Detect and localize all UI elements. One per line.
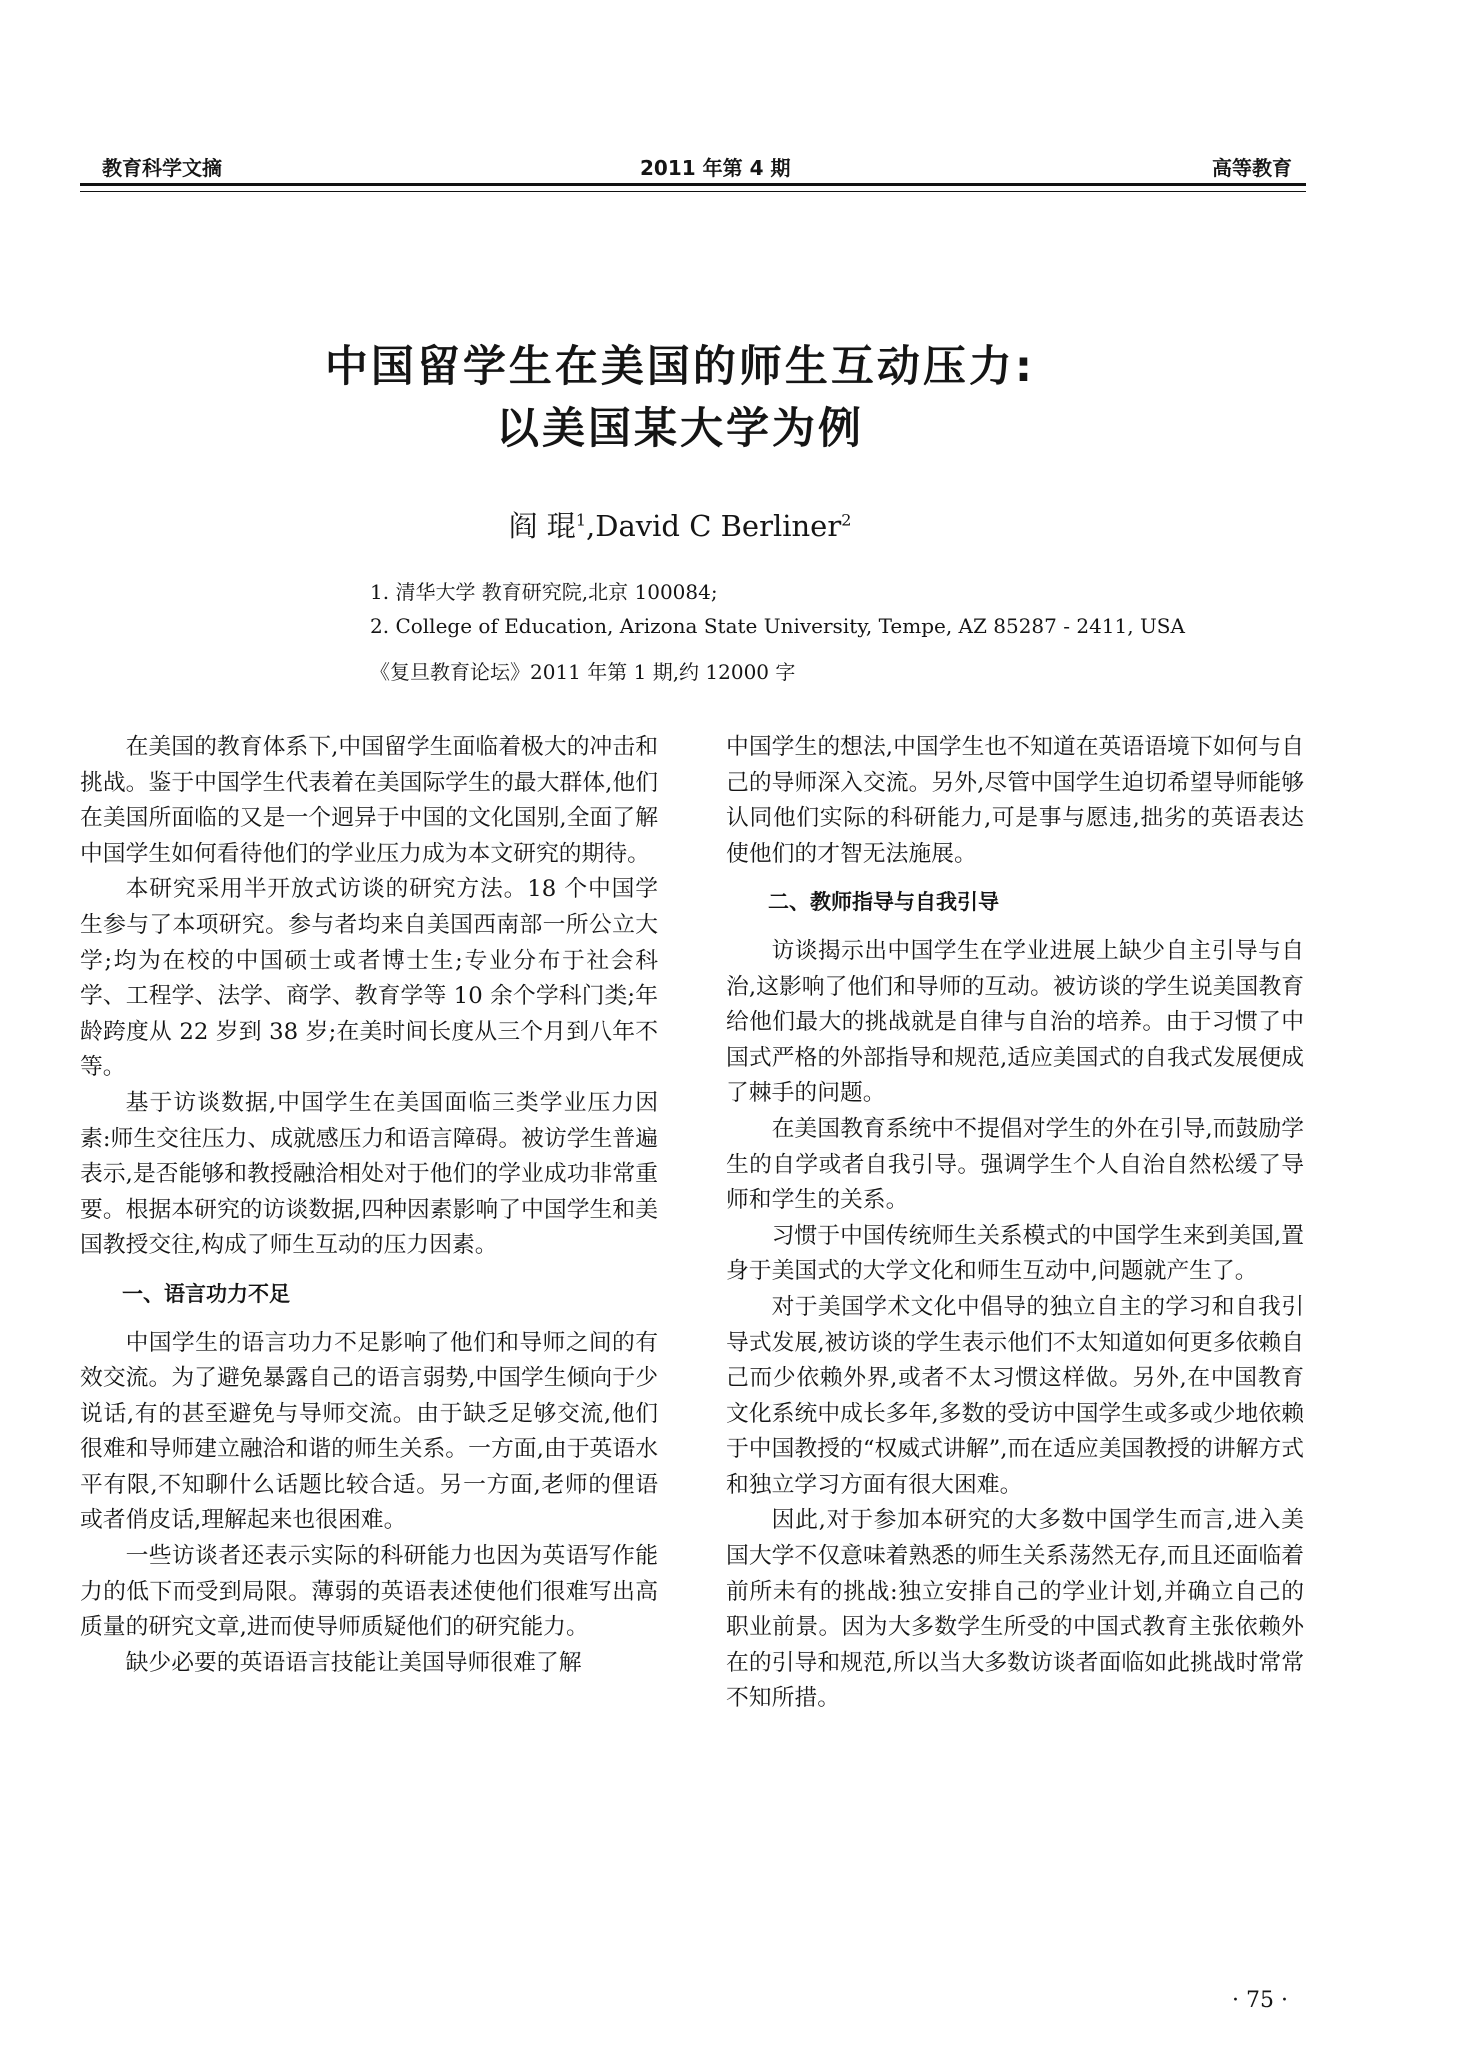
title-line-2: 以美国某大学为例	[496, 404, 864, 454]
affiliation-1: 1. 清华大学 教育研究院,北京 100084;	[370, 580, 718, 604]
author-separator: ,	[586, 509, 596, 543]
section-heading-2: 二、教师指导与自我引导	[768, 890, 999, 915]
paragraph: 因此,对于参加本研究的大多数中国学生而言,进入美国大学不仅意味着熟悉的师生关系荡然无存,而且还面临着前所未有的挑战:独立安排自己的学业计划,并确立自己的职业前景。因为大多数学生所受的中国式教育主张依赖外在的引导和规范,所以当大多数访谈者面临如此挑战时常常不知所措。	[726, 1507, 1304, 1712]
paragraph: 基于访谈数据,中国学生在美国面临三类学业压力因素:师生交往压力、成就感压力和语言障碍。被访学生普遍表示,是否能够和教授融洽相处对于他们的学业成功非常重要。根据本研究的访谈数据,四种因素影响了中国学生和美国教授交往,构成了师生互动的压力因素。	[80, 1089, 658, 1259]
paragraph: 本研究采用半开放式访谈的研究方法。18 个中国学生参与了本项研究。参与者均来自美国西南部一所公立大学;均为在校的中国硕士或者博士生;专业分布于社会科学、工程学、法学、商学、教育学等 10 余个学科门类;年龄跨度从 22 岁到 38 岁;在美时间长度从三个月到八年不等。	[80, 876, 658, 1081]
paragraph: 一些访谈者还表示实际的科研能力也因为英语写作能力的低下而受到局限。薄弱的英语表述使他们很难写出高质量的研究文章,进而使导师质疑他们的研究能力。	[80, 1543, 658, 1641]
header-rule-thin	[80, 191, 1306, 192]
paragraph: 对于美国学术文化中倡导的独立自主的学习和自我引导式发展,被访谈的学生表示他们不太知道如何更多依赖自己而少依赖外界,或者不太习惯这样做。另外,在中国教育文化系统中成长多年,多数的受访中国学生或多或少地依赖于中国教授的“权威式讲解”,而在适应美国教授的讲解方式和独立学习方面有很大困难。	[726, 1293, 1304, 1498]
paragraph: 在美国教育系统中不提倡对学生的外在引导,而鼓励学生的自学或者自我引导。强调学生个人自治自然松缓了导师和学生的关系。	[726, 1115, 1304, 1214]
paragraph: 习惯于中国传统师生关系模式的中国学生来到美国,置身于美国式的大学文化和师生互动中,问题就产生了。	[726, 1222, 1304, 1285]
header-rule-thick	[80, 183, 1306, 186]
author-1: 阎 琨	[508, 509, 576, 543]
paragraph: 访谈揭示出中国学生在学业进展上缺少自主引导与自治,这影响了他们和导师的互动。被访谈的学生说美国教育给他们最大的挑战就是自律与自治的培养。由于习惯了中国式严格的外部指导和规范,适应美国式的自我式发展便成了棘手的问题。	[726, 937, 1304, 1107]
right-column	[726, 730, 1304, 1717]
author-1-mark: 1	[575, 510, 586, 530]
affiliation-2: 2. College of Education, Arizona State University, Tempe, AZ 85287 - 2411, USA	[370, 614, 1185, 638]
author-2: David C Berliner	[595, 509, 842, 543]
running-header	[80, 146, 1300, 182]
paragraph: 缺少必要的英语语言技能让美国导师很难了解	[125, 1649, 582, 1676]
source-note: 《复旦教育论坛》2011 年第 1 期,约 12000 字	[370, 660, 796, 684]
title-line-1: 中国留学生在美国的师生互动压力:	[324, 342, 1036, 392]
paragraph: 中国学生的语言功力不足影响了他们和导师之间的有效交流。为了避免暴露自己的语言弱势,中国学生倾向于少说话,有的甚至避免与导师交流。由于缺乏足够交流,他们很难和导师建立融洽和谐的师生关系。一方面,由于英语水平有限,不知聊什么话题比较合适。另一方面,老师的俚语或者俏皮话,理解起来也很困难。	[80, 1329, 658, 1534]
section-label: 高等教育	[1212, 156, 1292, 180]
left-column	[80, 730, 658, 1681]
author-line	[330, 504, 1030, 545]
paragraph: 在美国的教育体系下,中国留学生面临着极大的冲击和挑战。鉴于中国学生代表着在美国际学生的最大群体,他们在美国所面临的又是一个迥异于中国的文化国别,全面了解中国学生如何看待他们的学业压力成为本文研究的期待。	[80, 734, 658, 867]
article-title	[180, 336, 1180, 460]
paragraph: 中国学生的想法,中国学生也不知道在英语语境下如何与自己的导师深入交流。另外,尽管中国学生迫切希望导师能够认同他们实际的科研能力,可是事与愿违,拙劣的英语表达使他们的才智无法施展。	[726, 734, 1304, 867]
page-number: · 75 ·	[1232, 1988, 1288, 2013]
journal-name: 教育科学文摘	[102, 156, 222, 180]
issue-label: 2011 年第 4 期	[640, 156, 791, 180]
section-heading-1: 一、语言功力不足	[122, 1281, 290, 1306]
author-2-mark: 2	[841, 510, 852, 530]
